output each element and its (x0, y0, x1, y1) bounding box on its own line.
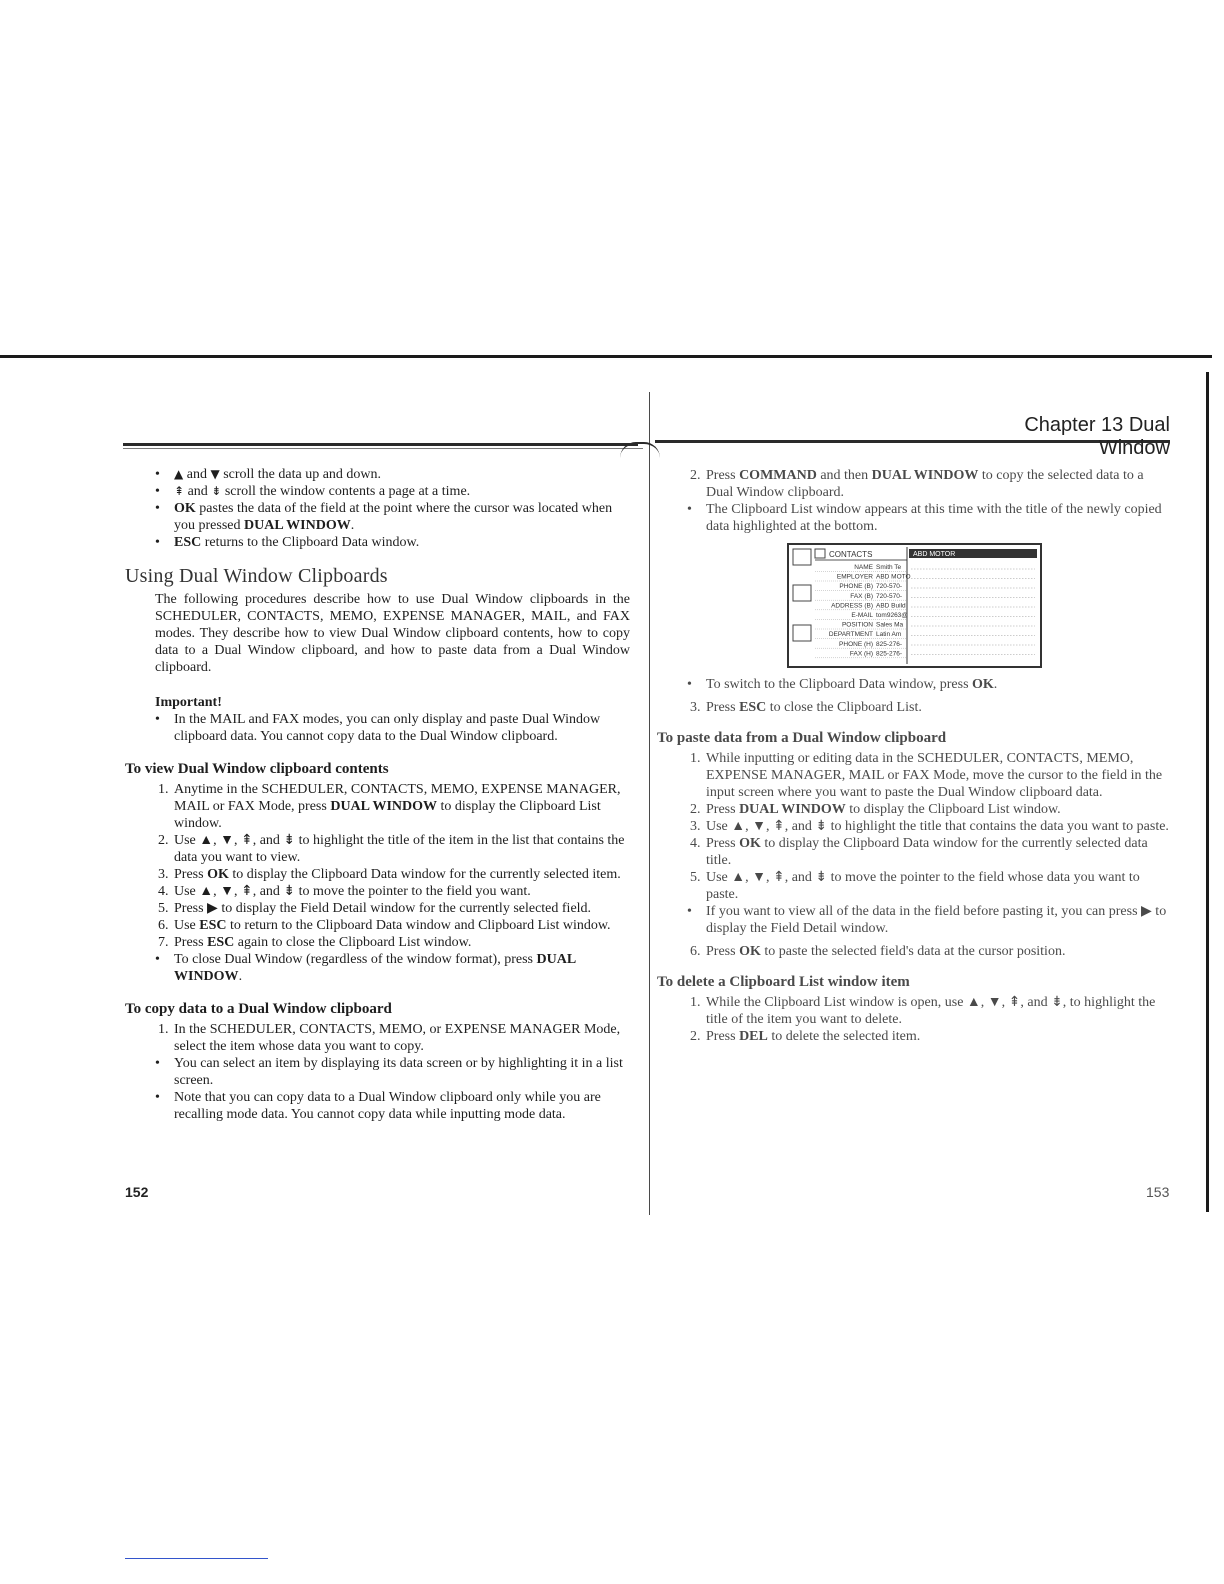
important-label: Important! (155, 695, 222, 710)
list-item: 3. Use ▲, ▼, ⇞, and ⇟ to highlight the title that contains the data you want to paste. (690, 819, 1169, 834)
list-item: 1. In the SCHEDULER, CONTACTS, MEMO, or EXPENSE MANAGER Mode, select the item whose data you want to copy. (158, 1022, 621, 1054)
list-item: • OK pastes the data of the field at the point where the cursor was located when you pressed DUAL WINDOW. (125, 500, 630, 534)
list-item: • ▲ and ▼ scroll the data up and down. (125, 466, 630, 483)
field-value: 825-276- (876, 640, 903, 648)
field-value: Sales Ma (876, 621, 904, 629)
contacts-title: CONTACTS (829, 550, 873, 559)
list-item: 4. Use ▲, ▼, ⇞, and ⇟ to move the pointer to the field you want. (158, 884, 531, 899)
field-label: E-MAIL (851, 612, 873, 619)
list-item: 6. Press OK to paste the selected field's data at the cursor position. (690, 944, 1066, 959)
list-item: • To switch to the Clipboard Data window, press OK. (657, 676, 1172, 693)
section-title: Using Dual Window Clipboards (125, 565, 388, 587)
field-value: ABD Build (876, 602, 906, 610)
field-label: FAX (B) (850, 592, 873, 600)
copy-bullets (125, 1055, 630, 1123)
delete-steps (657, 994, 1172, 1045)
field-value: tom9263@ (876, 612, 908, 619)
list-item: 1. While the Clipboard List window is open, use ▲, ▼, ⇞, and ⇟, to highlight the title of the item you want to delete. (690, 995, 1156, 1027)
bottom-link-line (125, 1558, 268, 1559)
list-item: 7. Press ESC again to close the Clipboard List window. (158, 935, 472, 950)
list-item: • Note that you can copy data to a Dual Window clipboard only while you are recalling mode data. You cannot copy data while inputting mode data. (125, 1089, 630, 1123)
list-item: 1. Anytime in the SCHEDULER, CONTACTS, MEMO, EXPENSE MANAGER, MAIL or FAX Mode, press DUAL WINDOW to display the Clipboard List window. (158, 782, 621, 831)
list-item: • ⇞ and ⇟ scroll the window contents a page at a time. (125, 483, 630, 500)
list-item: • You can select an item by displaying its data screen or by highlighting it in a list screen. (125, 1055, 630, 1089)
view-heading: To view Dual Window clipboard contents (125, 761, 389, 777)
field-value: Latin Am (876, 631, 902, 639)
field-label: ADDRESS (B) (831, 602, 873, 610)
left-page (125, 466, 630, 1123)
list-item: 2. Press DEL to delete the selected item. (690, 1029, 921, 1044)
delete-heading: To delete a Clipboard List window item (657, 974, 910, 990)
list-item: • If you want to view all of the data in the field before pasting it, you can press ▶ to display the Field Detail window. (657, 903, 1172, 937)
list-item: 5. Press ▶ to display the Field Detail window for the currently selected field. (158, 901, 592, 916)
chapter-header: Chapter 13 Dual Window (1024, 414, 1170, 459)
copy-steps-continued (657, 467, 1172, 501)
intro-bullets (125, 466, 630, 551)
clipboard-screen (789, 545, 1040, 666)
section-paragraph: The following procedures describe how to use Dual Window clipboards in the SCHEDULER, CONTACTS, MEMO, EXPENSE MANAGER, MAIL, and FAX modes. They describe how to view Dual Window clipboard contents, how to copy data to a Dual Window clipboard, and how to paste data from a Dual Window clipboard. (155, 592, 630, 675)
list-item: • In the MAIL and FAX modes, you can only display and paste Dual Window clipboard data. You cannot copy data to the Dual Window clipboard. (125, 711, 630, 745)
field-value: 720-570- (876, 592, 903, 600)
field-label: FAX (H) (849, 650, 873, 658)
list-item: • ESC returns to the Clipboard Data window. (125, 534, 630, 551)
left-header-rule-thin (123, 448, 643, 449)
list-item: 6. Use ESC to return to the Clipboard Data window and Clipboard List window. (158, 918, 611, 933)
field-value: 825-276- (876, 650, 903, 658)
list-item: • The Clipboard List window appears at this time with the title of the newly copied data highlighted at the bottom. (657, 501, 1172, 535)
copy-steps (125, 1021, 630, 1055)
list-item: 2. Press DUAL WINDOW to display the Clipboard List window. (690, 802, 1061, 817)
screen-background (789, 545, 1040, 666)
field-label: EMPLOYER (836, 573, 873, 581)
field-label: POSITION (841, 621, 873, 629)
field-label: PHONE (B) (839, 583, 873, 591)
list-item: 2. Use ▲, ▼, ⇞, and ⇟ to highlight the title of the item in the list that contains the data you want to view. (158, 833, 625, 865)
list-item: 3. Press OK to display the Clipboard Data window for the currently selected item. (158, 867, 621, 882)
list-item: 4. Press OK to display the Clipboard Data window for the currently selected data title. (690, 836, 1148, 868)
field-label: DEPARTMENT (828, 631, 873, 639)
field-value: 720-570- (876, 583, 903, 591)
list-item: 2. Press COMMAND and then DUAL WINDOW to copy the selected data to a Dual Window clipboard. (690, 468, 1144, 500)
right-page (657, 467, 1172, 1045)
clipboard-screen-figure (787, 543, 1042, 668)
spine-curve (620, 442, 660, 458)
important-bullets (125, 711, 630, 745)
field-label: NAME (854, 564, 873, 571)
switch-bullets (657, 676, 1172, 693)
list-item: 5. Use ▲, ▼, ⇞, and ⇟ to move the pointer to the field whose data you want to paste. (690, 870, 1140, 902)
page-number-right: 153 (1146, 1184, 1170, 1200)
right-edge-rule (1206, 372, 1209, 1212)
left-header-rule (123, 443, 638, 446)
field-value: ABD MOTO (876, 573, 911, 581)
copy-heading: To copy data to a Dual Window clipboard (125, 1001, 392, 1017)
paste-bullets (657, 903, 1172, 937)
paste-steps (657, 750, 1172, 903)
page-number-left: 152 (125, 1184, 149, 1200)
highlighted-item: ABD MOTOR (913, 551, 956, 558)
paste-step-6 (657, 943, 1172, 960)
list-item: 1. While inputting or editing data in the SCHEDULER, CONTACTS, MEMO, EXPENSE MANAGER, MAIL or FAX Mode, move the cursor to the field in the input screen where you want to paste the Dual Window clipboard data. (690, 751, 1163, 800)
field-value: Smith Te (876, 564, 902, 571)
view-steps (125, 781, 630, 951)
view-bullets (125, 951, 630, 985)
list-bullets (657, 501, 1172, 535)
field-label: PHONE (H) (839, 640, 873, 648)
top-rule (0, 355, 1212, 358)
page-spine (649, 392, 650, 1215)
copy-step-3 (657, 699, 1172, 716)
list-item: 3. Press ESC to close the Clipboard List. (690, 700, 922, 715)
list-item: • To close Dual Window (regardless of the window format), press DUAL WINDOW. (125, 951, 630, 985)
paste-heading: To paste data from a Dual Window clipboard (657, 730, 947, 746)
